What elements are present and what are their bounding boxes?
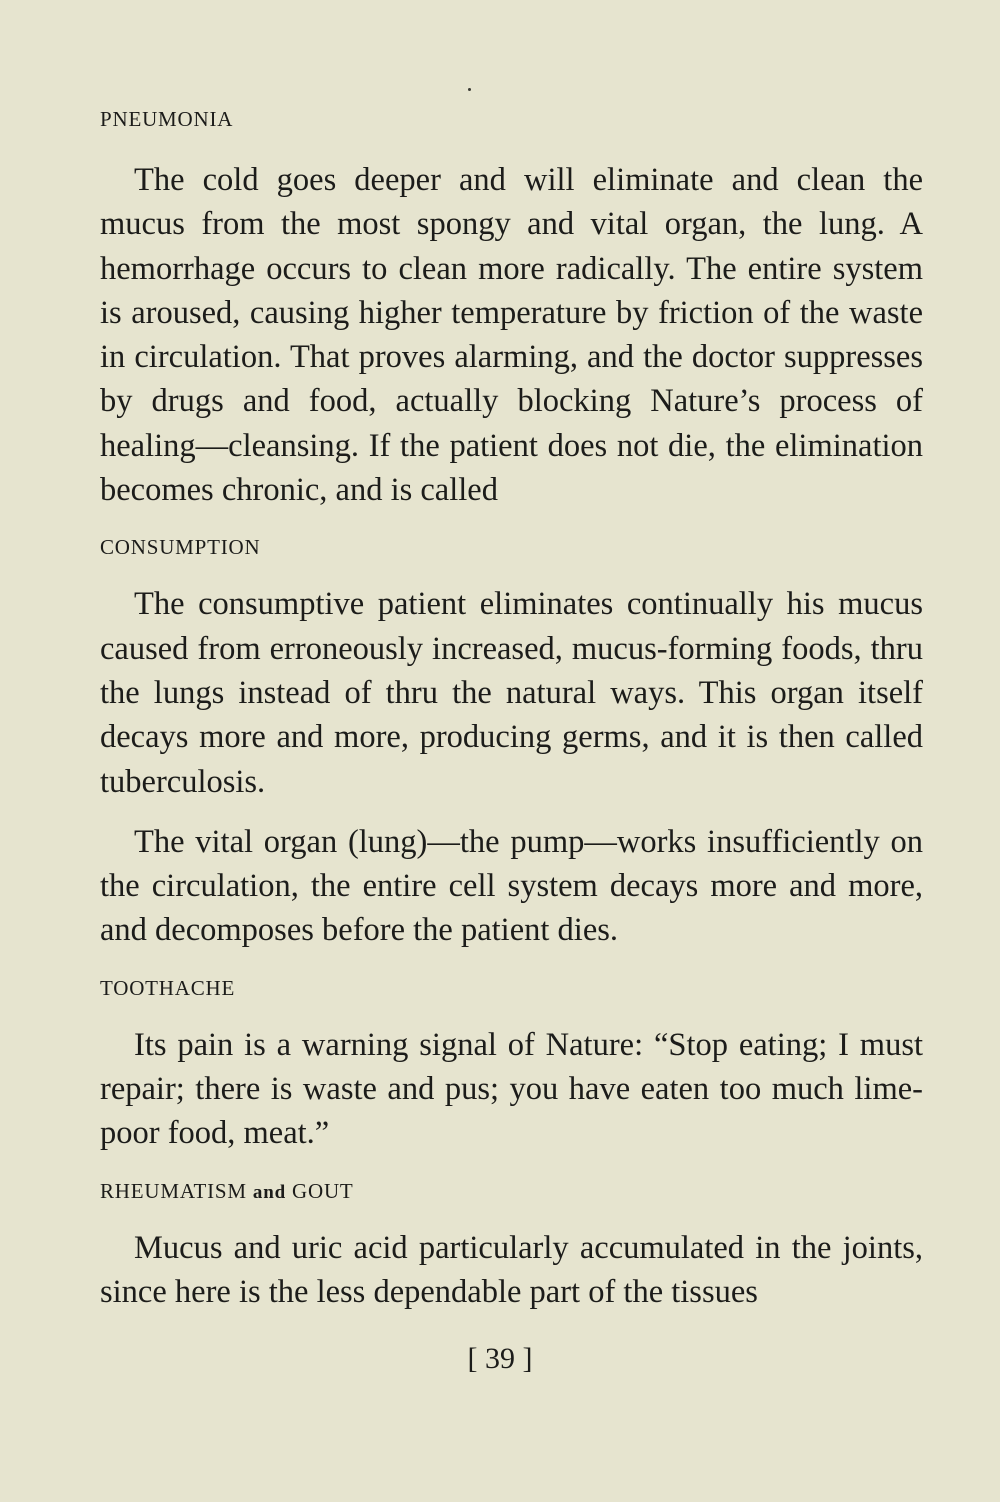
page-body [100, 100, 923, 1314]
heading-rheumatism-gout [100, 1178, 923, 1203]
page-number: [ 39 ] [467, 1342, 533, 1375]
heading-toothache: TOOTHACHE [100, 975, 236, 1000]
heading-pneumonia: PNEUMONIA [100, 107, 234, 131]
heading-consumption: CONSUMPTION [100, 535, 261, 560]
paragraph-toothache: Its pain is a warning signal of Nature: “Stop eating; I must repair; there is waste and pus; you have eaten too much lime-poor food, meat.” [100, 1026, 923, 1152]
heading-rheumatism: RHEUMATISM [100, 1178, 247, 1203]
paragraph-pneumonia: The cold goes deeper and will eliminate and clean the mucus from the most spongy and vital organ, the lung. A hemorrhage occurs to clean more radically. The entire system is aroused, causing higher temperature by friction of the waste in circulation. That proves alarming, and the doctor suppresses by drugs and food, actually blocking Nature’s process of healing—cleansing. If the patient does not die, the elimination becomes chronic, and is called [100, 162, 923, 509]
heading-gout: GOUT [292, 1178, 354, 1203]
paragraph-rheumatism: Mucus and uric acid particularly accumulated in the joints, since here is the less dependable part of the tissues [100, 1229, 923, 1310]
heading-and: and [252, 1181, 286, 1203]
paragraph-consumption-1: The consumptive patient eliminates continually his mucus caused from erroneously increased, mucus-forming foods, thru the lungs instead of thru the natural ways. This organ itself decays more and more, producing germs, and it is then called tuberculosis. [100, 586, 923, 800]
print-speck [468, 88, 471, 91]
paragraph-consumption-2: The vital organ (lung)—the pump—works insufficiently on the circulation, the entire cell system decays more and more, and decomposes before the patient dies. [100, 823, 923, 949]
